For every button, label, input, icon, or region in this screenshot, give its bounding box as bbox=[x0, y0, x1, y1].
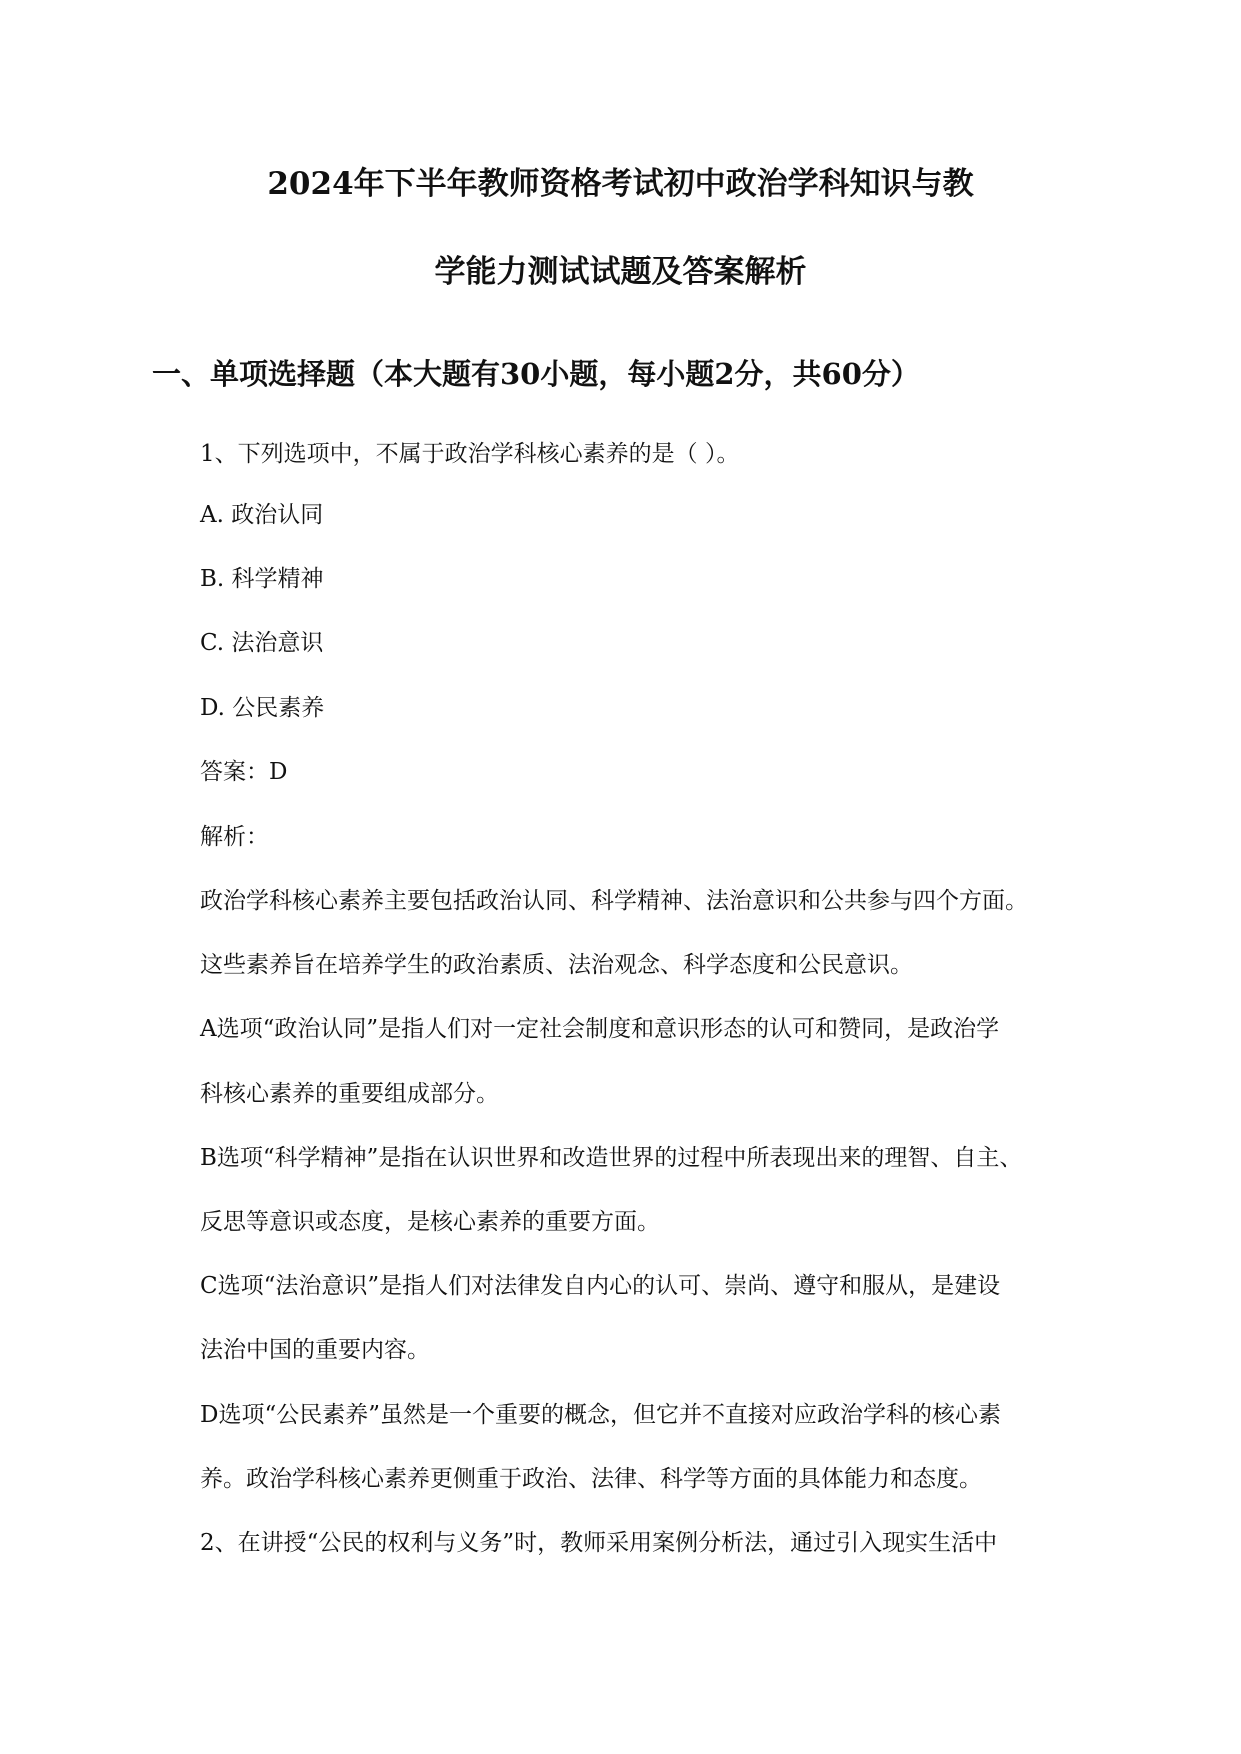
analysis-option-d-line: 养。政治学科核心素养更侧重于政治、法律、科学等方面的具体能力和态度。 bbox=[200, 1466, 982, 1492]
analysis-option-c-line: C选项“法治意识”是指人们对法律发自内心的认可、崇尚、遵守和服从，是建设 bbox=[200, 1273, 1001, 1299]
analysis-option-c-line: 法治中国的重要内容。 bbox=[200, 1337, 430, 1363]
question-1-option-a: A. 政治认同 bbox=[200, 502, 324, 528]
document-title-line-1: 2024年下半年教师资格考试初中政治学科知识与教 bbox=[267, 166, 974, 202]
question-1-answer: 答案：D bbox=[200, 759, 288, 785]
analysis-paragraph-line: 政治学科核心素养主要包括政治认同、科学精神、法治意识和公共参与四个方面。 bbox=[200, 888, 1028, 914]
analysis-option-b-line: B选项“科学精神”是指在认识世界和改造世界的过程中所表现出来的理智、自主、 bbox=[200, 1145, 1023, 1171]
question-1-stem: 1、下列选项中，不属于政治学科核心素养的是（ ）。 bbox=[200, 441, 740, 467]
analysis-option-a-line: A选项“政治认同”是指人们对一定社会制度和意识形态的认可和赞同，是政治学 bbox=[200, 1016, 1000, 1042]
document-title-line-2: 学能力测试试题及答案解析 bbox=[434, 254, 807, 290]
question-2-stem: 2、在讲授“公民的权利与义务”时，教师采用案例分析法，通过引入现实生活中 bbox=[200, 1530, 998, 1556]
analysis-option-b-line: 反思等意识或态度，是核心素养的重要方面。 bbox=[200, 1209, 660, 1235]
analysis-option-d-line: D选项“公民素养”虽然是一个重要的概念，但它并不直接对应政治学科的核心素 bbox=[200, 1402, 1001, 1428]
section-heading: 一、单项选择题（本大题有30小题，每小题2分，共60分） bbox=[152, 357, 920, 391]
question-1-analysis-label: 解析： bbox=[200, 824, 269, 850]
analysis-paragraph-line: 这些素养旨在培养学生的政治素质、法治观念、科学态度和公民意识。 bbox=[200, 952, 913, 978]
question-1-option-c: C. 法治意识 bbox=[200, 630, 324, 656]
question-1-option-d: D. 公民素养 bbox=[200, 695, 325, 721]
analysis-option-a-line: 科核心素养的重要组成部分。 bbox=[200, 1081, 499, 1107]
question-1-option-b: B. 科学精神 bbox=[200, 566, 324, 592]
